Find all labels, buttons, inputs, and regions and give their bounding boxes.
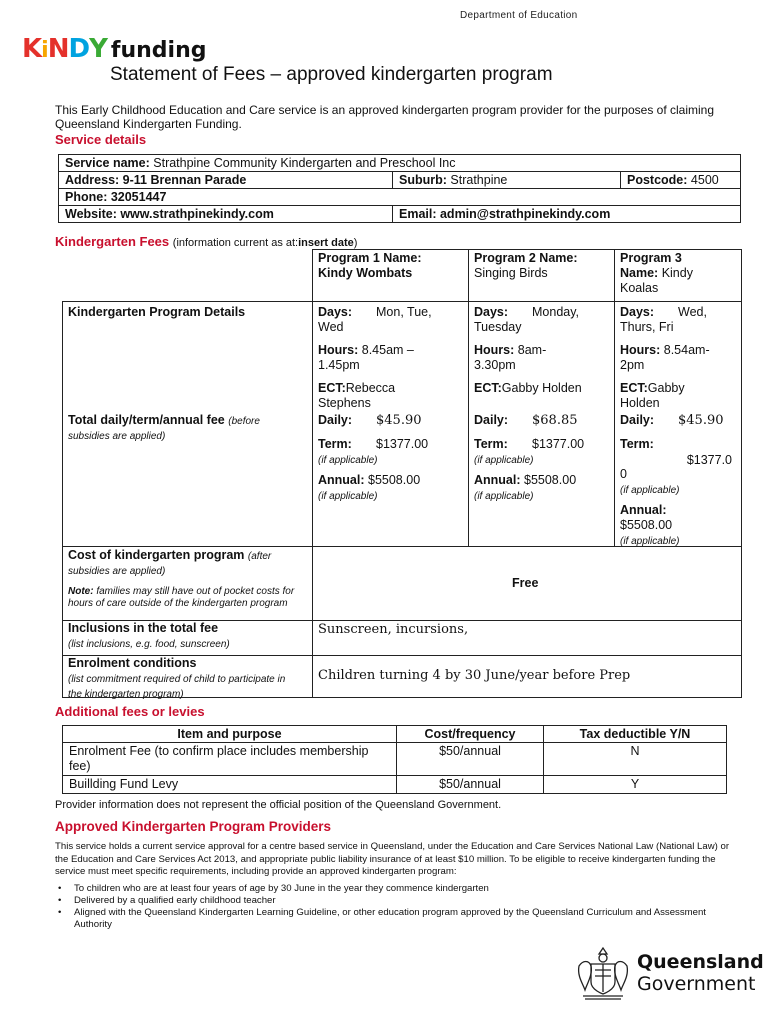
postcode-cell: Postcode: 4500 [621, 172, 741, 189]
list-item: • To children who are at least four years of age by 30 June in the year they commence kindergarten [58, 883, 738, 895]
kindy-letter: Y [89, 34, 107, 64]
akp-heading: Approved Kindergarten Program Providers [55, 819, 332, 834]
table-row: Buillding Fund Levy $50/annual Y [63, 776, 727, 794]
list-item: • Delivered by a qualified early childhood teacher [58, 895, 738, 907]
program-1-days: Days: Mon, Tue, Wed [318, 305, 432, 334]
program-3-daily: Daily: $45.90 [620, 413, 724, 428]
kindy-letter: N [47, 34, 69, 64]
col-item: Item and purpose [63, 726, 397, 743]
service-name-cell: Service name: Strathpine Community Kindergarten and Preschool Inc [59, 155, 741, 172]
kindy-letter: i [41, 38, 48, 63]
qld-line1: Queensland [637, 951, 764, 973]
kindy-wordmark [22, 36, 107, 64]
cost-label: Cost of kindergarten program (after subsidies are applied) Note: families may still have out of pocket costs for hours of care outside of the kindergarten program [68, 548, 295, 609]
enrolment-label: Enrolment conditions (list commitment required of child to participate in the kindergarten program) [68, 656, 286, 700]
funding-wordmark: funding [110, 38, 207, 63]
department-label: Department of Education [460, 10, 578, 21]
program-1-daily: Daily: $45.90 [318, 413, 422, 428]
program-2-daily: Daily: $68.85 [474, 413, 578, 428]
program-2-days: Days: Monday, Tuesday [474, 305, 580, 334]
service-details-heading: Service details [55, 132, 147, 147]
qld-government-logo [575, 944, 764, 1002]
program-3-days: Days: Wed, Thurs, Fri [620, 305, 707, 334]
program-2-hours: Hours: 8am- 3.30pm [474, 343, 547, 372]
suburb-cell: Suburb: Strathpine [393, 172, 621, 189]
cost-value: Free [512, 576, 539, 590]
enrolment-value: Children turning 4 by 30 June/year before Prep [318, 668, 631, 683]
kindy-funding-logo [22, 34, 207, 64]
program-3-term: Term: $1377.0 0 (if applicable) [620, 437, 732, 496]
additional-fees-heading: Additional fees or levies [55, 704, 205, 719]
program-2-annual: Annual: $5508.00 (if applicable) [474, 473, 577, 502]
total-fee-label: Total daily/term/annual fee (before subsidies are applied) [68, 413, 260, 442]
program-1-hours: Hours: 8.45am – 1.45pm [318, 343, 414, 372]
program-1-header: Program 1 Name: Kindy Wombats [318, 251, 422, 280]
provider-note: Provider information does not represent the official position of the Queensland Government. [55, 799, 502, 811]
program-2-header: Program 2 Name: Singing Birds [474, 251, 578, 280]
program-3-hours: Hours: 8.54am- 2pm [620, 343, 710, 372]
program-1-term: Term: $1377.00 (if applicable) [318, 437, 429, 466]
program-3-annual: Annual: $5508.00 (if applicable) [620, 503, 680, 547]
table-row: Enrolment Fee (to confirm place includes membership fee) $50/annual N [63, 743, 727, 776]
inclusions-value: Sunscreen, incursions, [318, 622, 469, 637]
intro-text: This Early Childhood Education and Care service is an approved kindergarten program provider for the purposes of claiming Queensland Kindergarten Funding. [55, 103, 715, 131]
program-2-ect: ECT:Gabby Holden [474, 381, 582, 395]
kindergarten-fees-heading: Kindergarten Fees (information current as at:insert date) [55, 234, 358, 249]
program-2-term: Term: $1377.00 (if applicable) [474, 437, 585, 466]
list-item: • Aligned with the Queensland Kindergarten Learning Guideline, or other education program approved by the Queensland Curriculum and Assessment Authority [58, 907, 738, 931]
program-1-annual: Annual: $5508.00 (if applicable) [318, 473, 421, 502]
email-cell: Email: admin@strathpinekindy.com [393, 206, 741, 223]
program-details-label: Kindergarten Program Details [68, 305, 246, 319]
kindy-letter: K [22, 34, 42, 64]
additional-fees-table [62, 725, 727, 794]
phone-cell: Phone: 32051447 [59, 189, 393, 206]
address-cell: Address: 9-11 Brennan Parade [59, 172, 393, 189]
kindy-letter: D [68, 34, 90, 64]
akp-body: This service holds a current service approval for a centre based service in Queensland, under the Education and Care Services National Law (National Law) or the Education and Care Services Act 2013, and appropriate public liability insurance of at least $10 million. To be eligible to receive kindergarten funding the service must meet specific requirements, including provide an approved kindergarten program: [55, 841, 730, 877]
program-3-ect: ECT:Gabby Holden [620, 381, 685, 410]
website-cell: Website: www.strathpinekindy.com [59, 206, 393, 223]
col-cost: Cost/frequency [397, 726, 544, 743]
qld-line2: Government [637, 973, 756, 995]
program-1-ect: ECT:Rebecca Stephens [318, 381, 396, 410]
col-tax: Tax deductible Y/N [544, 726, 727, 743]
akp-bullet-list [58, 883, 738, 931]
page-title: Statement of Fees – approved kindergarten program [110, 64, 553, 85]
program-3-header: Program 3 Name: Kindy Koalas [620, 251, 693, 295]
inclusions-label: Inclusions in the total fee (list inclusions, e.g. food, sunscreen) [68, 621, 230, 650]
qld-crest-icon [575, 944, 631, 1002]
service-details-table [58, 154, 741, 223]
